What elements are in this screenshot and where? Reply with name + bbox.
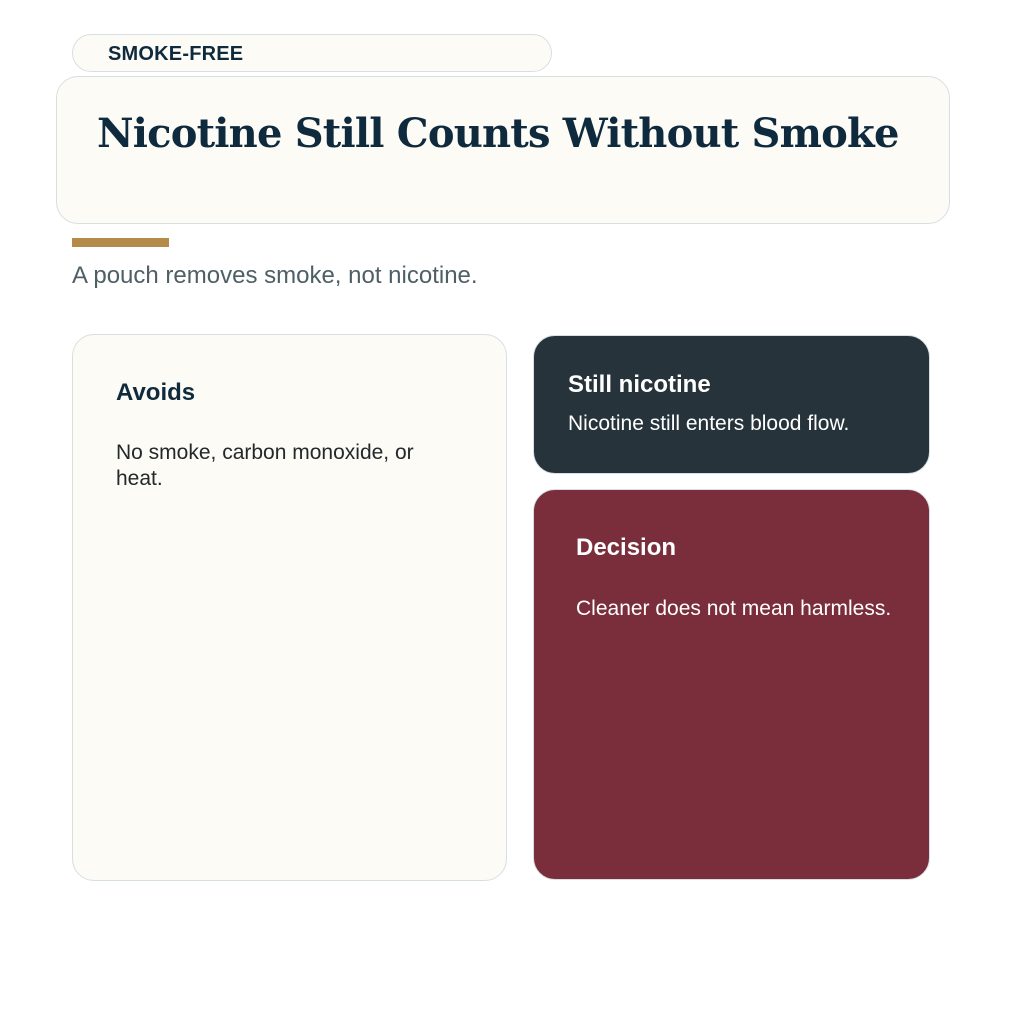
page-title: Nicotine Still Counts Without Smoke — [97, 110, 899, 157]
badge-label: SMOKE-FREE — [108, 43, 244, 65]
page-subtitle: A pouch removes smoke, not nicotine. — [72, 262, 478, 289]
avoids-body: No smoke, carbon monoxide, or heat. — [116, 441, 414, 491]
accent-divider — [72, 238, 169, 247]
still-nicotine-card — [533, 335, 930, 474]
avoids-card — [72, 334, 507, 881]
decision-card — [533, 489, 930, 880]
decision-body: Cleaner does not mean harmless. — [576, 597, 892, 620]
title-card — [56, 76, 950, 224]
topic-badge — [72, 34, 552, 72]
avoids-heading: Avoids — [116, 379, 196, 406]
still-nicotine-heading: Still nicotine — [568, 371, 711, 398]
still-nicotine-body: Nicotine still enters blood flow. — [568, 412, 850, 435]
decision-heading: Decision — [576, 534, 677, 561]
